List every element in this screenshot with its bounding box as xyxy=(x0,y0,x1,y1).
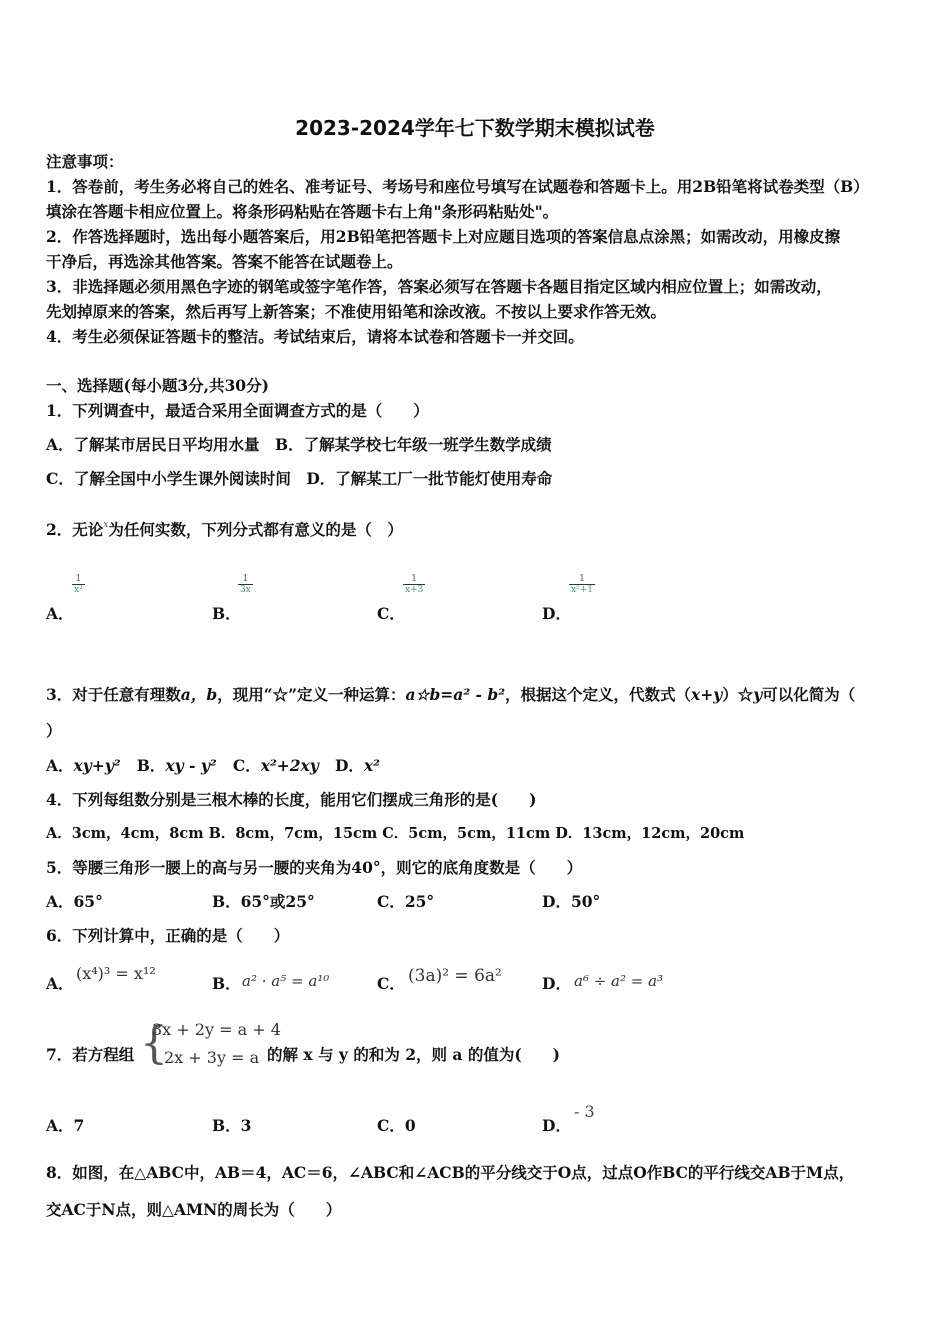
q2-option-a-label: A． xyxy=(46,604,74,623)
q7-option-c: C．0 xyxy=(377,1116,416,1135)
q2-d-denominator: x²+1 xyxy=(571,585,593,595)
q7-option-d-label: D． xyxy=(542,1116,571,1135)
q2-option-b-label: B． xyxy=(212,604,241,623)
q1-options-ab: A．了解某市居民日平均用水量 B．了解某学校七年级一班学生数学成绩 xyxy=(46,435,552,454)
q6-option-a-expr: (x⁴)³ = x¹² xyxy=(76,964,156,983)
q6-option-c-expr: (3a)² = 6a² xyxy=(408,966,502,986)
q5-stem: 5．等腰三角形一腰上的高与另一腰的夹角为40°，则它的底角度数是（ ） xyxy=(46,858,583,877)
q2-stem-a: 2．无论 xyxy=(46,520,104,539)
q5-option-c: C．25° xyxy=(377,892,435,911)
q6-option-d-expr: a⁶ ÷ a² = a³ xyxy=(574,972,664,990)
q3-stem-c: ，根据这个定义，代数式（ xyxy=(504,685,691,704)
q3-stem-y: y xyxy=(753,685,763,704)
q2-a-numerator: 1 xyxy=(75,574,82,584)
notice-heading: 注意事项： xyxy=(46,152,124,171)
q5-option-a: A．65° xyxy=(46,892,103,911)
q3-stem-e: 可以化简为（ xyxy=(762,685,856,704)
notice-line-3: 2．作答选择题时，选出每小题答案后，用2B铅笔把答题卡上对应题目选项的答案信息点涂黑；如需改动，用橡皮擦 xyxy=(46,227,841,246)
q2-stem xyxy=(46,515,403,540)
q2-option-a-fraction xyxy=(72,574,85,596)
q2-option-d-label: D． xyxy=(542,604,571,623)
q3-a-expr: xy+y² xyxy=(73,756,121,775)
q3-c-label: C． xyxy=(232,756,261,775)
notice-line-5: 3．非选择题必须用黑色字迹的钢笔或签字笔作答，答案必须写在答题卡各题目指定区域内相应位置上；如需改动， xyxy=(46,277,832,296)
q7-option-a: A．7 xyxy=(46,1116,85,1135)
notice-line-7: 4．考生必须保证答题卡的整洁。考试结束后，请将本试卷和答题卡一并交回。 xyxy=(46,327,584,346)
q2-var: x xyxy=(103,520,109,530)
q8-stem-line-1: 8．如图，在△ABC中，AB＝4，AC＝6，∠ABC和∠ACB的平分线交于O点，过点O作BC的平行线交AB于M点， xyxy=(46,1163,855,1182)
q3-stem-close: ） xyxy=(46,721,62,740)
q2-a-denominator: x² xyxy=(74,585,83,595)
q2-c-numerator: 1 xyxy=(411,574,418,584)
q3-stem-d: ）☆ xyxy=(722,685,754,704)
q3-options xyxy=(46,756,380,776)
q3-b-expr: xy - y² xyxy=(165,756,217,775)
q3-stem-xy: x+y xyxy=(691,685,723,704)
q3-c-expr: x²+2xy xyxy=(260,756,319,775)
q2-d-numerator: 1 xyxy=(579,574,585,584)
notice-line-4: 干净后，再选涂其他答案。答案不能答在试题卷上。 xyxy=(46,252,403,271)
q2-stem-b: 为任何实数，下列分式都有意义的是（ ） xyxy=(108,520,403,539)
q2-b-numerator: 1 xyxy=(242,574,249,584)
q3-d-label: D． xyxy=(334,756,364,775)
q3-stem-b: ，现用“☆”定义一种运算： xyxy=(217,685,406,704)
q6-option-b-label: B． xyxy=(212,974,241,993)
q2-b-denominator: 3x xyxy=(240,585,251,595)
q2-option-b-fraction xyxy=(238,574,253,596)
q6-option-d-label: D． xyxy=(542,974,571,993)
notice-line-1: 1．答卷前，考生务必将自己的姓名、准考证号、考场号和座位号填写在试题卷和答题卡上。用2B铅笔将试卷类型（B） xyxy=(46,177,869,196)
q6-option-b-expr: a² · a⁵ = a¹⁰ xyxy=(242,972,330,990)
notice-line-2: 填涂在答题卡相应位置上。将条形码粘贴在答题卡右上角"条形码粘贴处"。 xyxy=(46,202,559,221)
q6-option-a-label: A． xyxy=(46,974,74,993)
q2-c-denominator: x+3 xyxy=(405,585,424,595)
q4-options: A．3cm，4cm，8cm B．8cm，7cm，15cm C．5cm，5cm，11cm D．13cm，12cm，20cm xyxy=(46,825,745,842)
q5-option-d: D．50° xyxy=(542,892,601,911)
q2-option-d-fraction xyxy=(569,574,595,596)
q3-stem-vars: a，b xyxy=(180,685,218,704)
q3-b-label: B． xyxy=(136,756,166,775)
q3-stem-a: 3．对于任意有理数 xyxy=(46,685,181,704)
q3-stem-def: a☆b=a² - b² xyxy=(405,685,505,704)
section-heading: 一、选择题(每小题3分,共30分) xyxy=(46,376,269,395)
q7-stem-a: 7．若方程组 xyxy=(46,1045,135,1064)
q7-equation-2: 2x + 3y = a xyxy=(164,1048,260,1067)
q3-d-expr: x² xyxy=(363,756,380,775)
q1-stem: 1．下列调查中，最适合采用全面调查方式的是（ ） xyxy=(46,401,429,420)
q2-option-c-fraction xyxy=(403,574,425,596)
q1-options-cd: C．了解全国中小学生课外阅读时间 D．了解某工厂一批节能灯使用寿命 xyxy=(46,469,553,488)
page-title: 2023-2024学年七下数学期末模拟试卷 xyxy=(295,116,655,140)
q7-stem-b: 的解 x 与 y 的和为 2，则 a 的值为( ) xyxy=(267,1045,561,1064)
q6-stem: 6．下列计算中，正确的是（ ） xyxy=(46,926,290,945)
notice-line-6: 先划掉原来的答案，然后再写上新答案；不准使用铅笔和涂改液。不按以上要求作答无效。 xyxy=(46,302,667,321)
q7-equation-1: 3x + 2y = a + 4 xyxy=(152,1020,281,1039)
q4-stem: 4．下列每组数分别是三根木棒的长度，能用它们摆成三角形的是( ) xyxy=(46,790,537,809)
q2-option-c-label: C． xyxy=(377,604,405,623)
q8-stem-line-2: 交AC于N点，则△AMN的周长为（ ） xyxy=(46,1200,342,1219)
q7-brace: { xyxy=(140,1018,168,1069)
q5-option-b: B．65°或25° xyxy=(212,892,315,911)
q6-option-c-label: C． xyxy=(377,974,405,993)
q7-option-b: B．3 xyxy=(212,1116,252,1135)
q7-option-d-value: - 3 xyxy=(574,1102,595,1121)
q3-a-label: A． xyxy=(46,756,74,775)
q3-stem xyxy=(46,685,855,705)
